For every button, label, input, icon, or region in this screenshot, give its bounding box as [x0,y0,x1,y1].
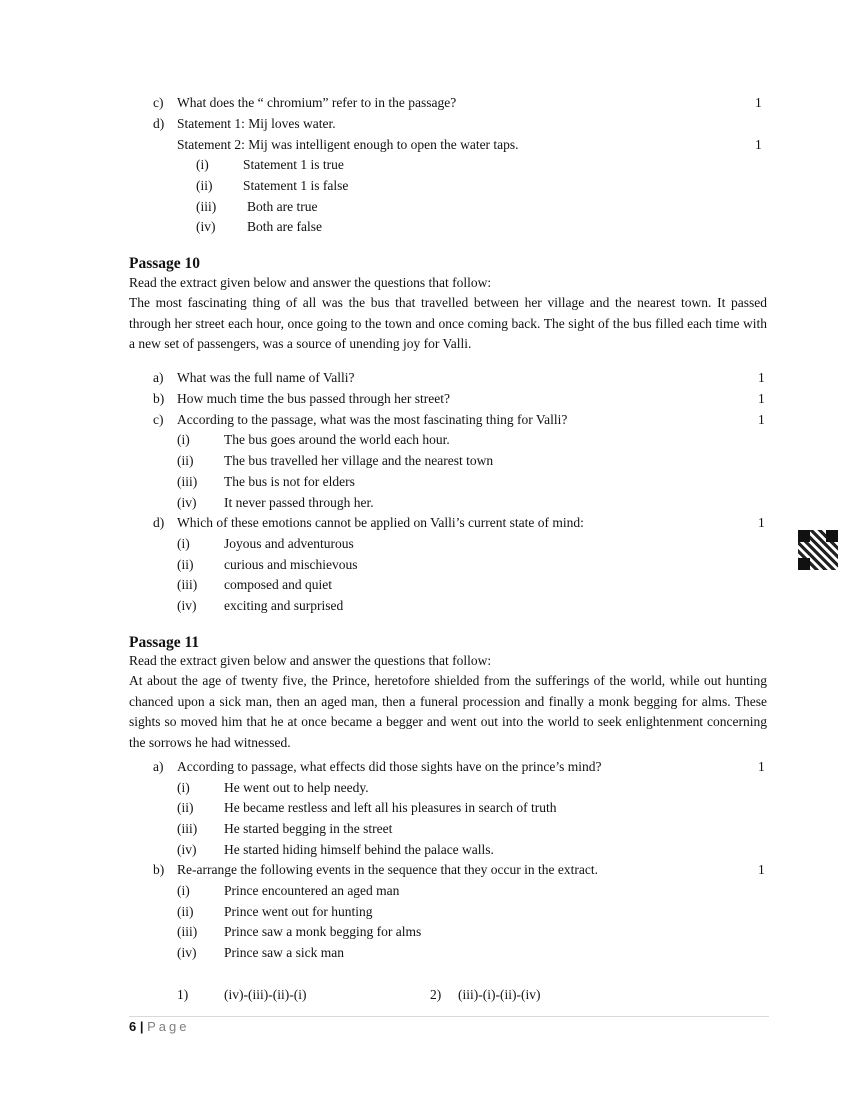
question-mark: 1 [758,412,765,427]
question-mark: 1 [755,95,762,110]
option-text: The bus is not for elders [224,474,355,489]
passage-11-title: Passage 11 [129,634,200,651]
page-number: 6 [129,1019,137,1034]
answer-text: (iv)-(iii)-(ii)-(i) [224,987,307,1002]
option-text: He became restless and left all his pleasures in search of truth [224,800,557,815]
question-label: d) [153,515,165,530]
statement-1: Statement 1: Mij loves water. [177,116,336,131]
option-text: Both are false [247,219,322,234]
option-label: (i) [177,780,190,795]
page-footer [129,1019,190,1034]
question-label: c) [153,412,164,427]
question-mark: 1 [758,515,765,530]
question-label: a) [153,370,164,385]
option-label: (iii) [177,821,198,836]
option-label: (iv) [177,842,197,857]
answer-text: (iii)-(i)-(ii)-(iv) [458,987,541,1002]
question-label: c) [153,95,164,110]
option-text: Prince saw a monk begging for alms [224,924,422,939]
option-text: Prince encountered an aged man [224,883,400,898]
answer-label: 1) [177,987,189,1002]
question-label: b) [153,862,165,877]
option-label: (iv) [177,598,197,613]
option-text: composed and quiet [224,577,332,592]
instruction: Read the extract given below and answer the questions that follow: [129,653,492,668]
option-text: It never passed through her. [224,495,374,510]
option-label: (iii) [177,924,198,939]
option-label: (iv) [177,945,197,960]
footer-divider [129,1016,769,1017]
passage-10-text: The most fascinating thing of all was the bus that travelled between her village and the nearest town. It passed through her street each hour, once going to the town and once coming back. The sight of the bus filled each time with a new set of passengers, was a source of unending joy for Valli. [129,295,767,352]
option-text: He started begging in the street [224,821,393,836]
footer-separator: | [139,1019,144,1034]
question-mark: 1 [755,137,762,152]
option-label: (ii) [177,557,194,572]
question-mark: 1 [758,862,765,877]
question-text: Re-arrange the following events in the sequence that they occur in the extract. [177,862,598,877]
option-text: The bus travelled her village and the nearest town [224,453,494,468]
question-mark: 1 [758,759,765,774]
option-label: (iv) [177,495,197,510]
option-label: (iii) [177,474,198,489]
option-label: (ii) [177,800,194,815]
answer-label: 2) [430,987,442,1002]
option-label: (i) [177,432,190,447]
instruction: Read the extract given below and answer the questions that follow: [129,275,492,290]
option-label: (iii) [196,199,217,214]
qr-code-icon [798,530,838,570]
question-label: d) [153,116,165,131]
option-text: curious and mischievous [224,557,358,572]
option-text: He started hiding himself behind the palace walls. [224,842,494,857]
passage-10-title: Passage 10 [129,255,201,272]
option-label: (iii) [177,577,198,592]
passage-11-text: At about the age of twenty five, the Prince, heretofore shielded from the sufferings of the world, while out hunting chanced upon a sick man, then an aged man, then a funeral procession and finally a monk begging for alms. These sights so moved him that he at once became a begger and went out into the world to seek enlightenment concerning the sorrows he had witnessed. [129,673,767,751]
question-mark: 1 [758,370,765,385]
question-label: b) [153,391,165,406]
question-label: a) [153,759,164,774]
option-text: Prince went out for hunting [224,904,373,919]
question-text: According to the passage, what was the most fascinating thing for Valli? [177,412,568,427]
option-text: The bus goes around the world each hour. [224,432,450,447]
option-label: (ii) [177,904,194,919]
option-text: Prince saw a sick man [224,945,344,960]
option-label: (iv) [196,219,216,234]
option-text: exciting and surprised [224,598,344,613]
option-label: (ii) [196,178,213,193]
question-text: Which of these emotions cannot be applied on Valli’s current state of mind: [177,515,584,530]
option-text: Both are true [247,199,318,214]
statement-2: Statement 2: Mij was intelligent enough to open the water taps. [177,137,519,152]
question-text: What was the full name of Valli? [177,370,355,385]
option-label: (i) [177,883,190,898]
question-mark: 1 [758,391,765,406]
page-word: Page [147,1019,190,1034]
option-text: Statement 1 is false [243,178,349,193]
option-label: (i) [196,157,209,172]
question-text: How much time the bus passed through her street? [177,391,450,406]
question-text: According to passage, what effects did those sights have on the prince’s mind? [177,759,602,774]
option-text: He went out to help needy. [224,780,369,795]
option-text: Joyous and adventurous [224,536,354,551]
question-text: What does the “ chromium” refer to in the passage? [177,95,457,110]
option-label: (i) [177,536,190,551]
option-text: Statement 1 is true [243,157,344,172]
option-label: (ii) [177,453,194,468]
